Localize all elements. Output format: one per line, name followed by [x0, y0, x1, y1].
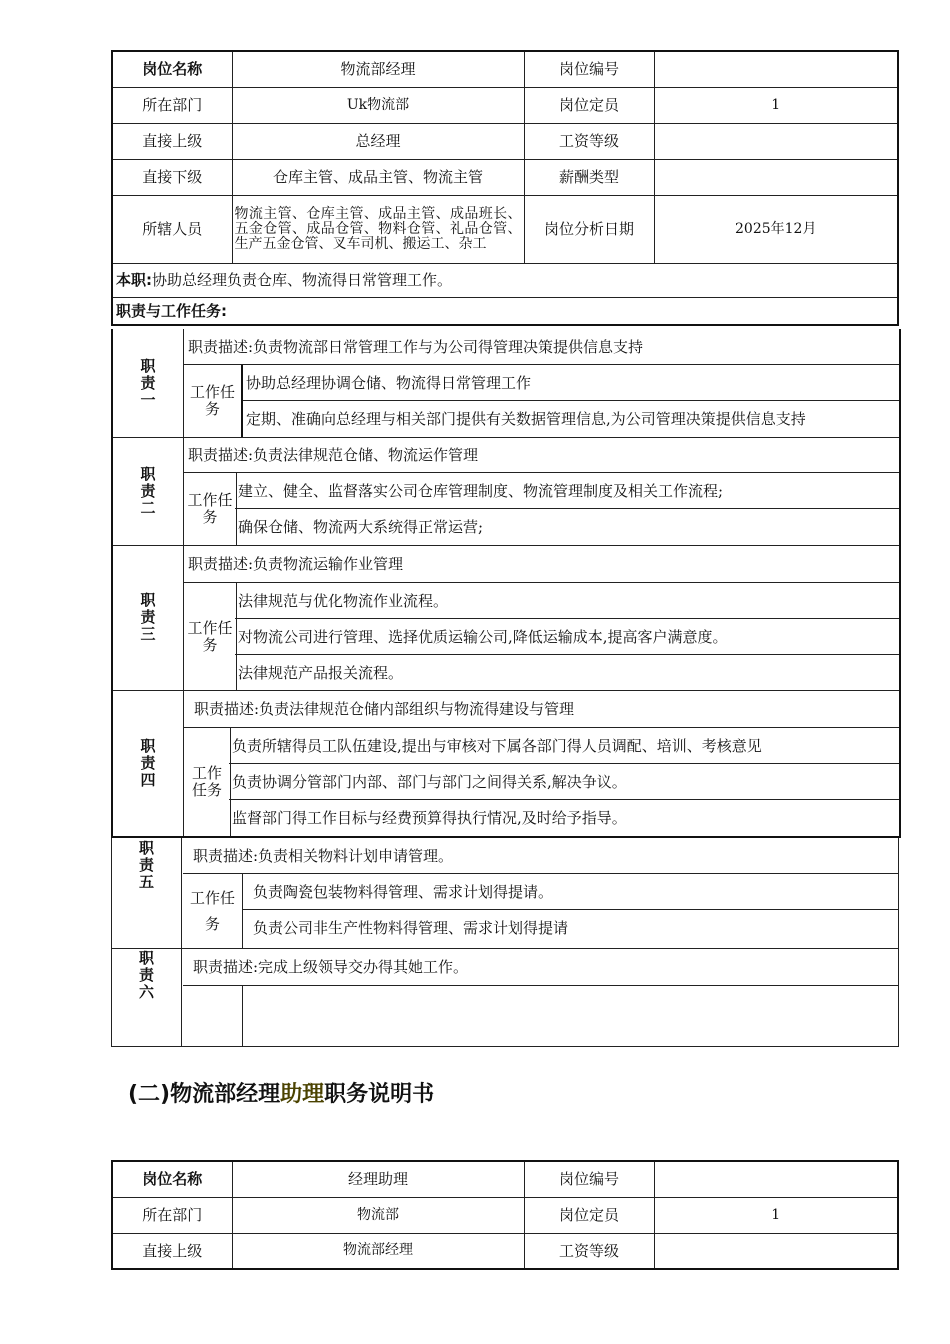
section-title: 职责与工作任务: — [112, 297, 898, 325]
task-label: 工作任务 — [184, 583, 237, 690]
duty-block — [111, 545, 901, 691]
field-label: 直接上级 — [112, 123, 232, 159]
field-label: 所辖人员 — [112, 195, 232, 263]
field-value — [654, 159, 898, 195]
field-value: Uk物流部 — [232, 87, 524, 123]
table-row — [112, 263, 898, 297]
duty-block — [111, 329, 901, 438]
heading-suffix: 职务说明书 — [324, 1082, 435, 1107]
field-label: 岗位名称 — [112, 51, 232, 87]
section-heading — [128, 1077, 434, 1108]
field-value: 1 — [654, 1197, 898, 1233]
field-label: 所在部门 — [112, 1197, 232, 1233]
table-row — [112, 51, 898, 87]
duty-description: 职责描述:完成上级领导交办得其她工作。 — [183, 948, 898, 986]
duty-description: 职责描述:负责法律规范仓储、物流运作管理 — [184, 437, 899, 473]
task-item: 监督部门得工作目标与经费预算得执行情况,及时给予指导。 — [232, 809, 627, 827]
duty-label: 职责四 — [113, 690, 184, 836]
field-label: 直接上级 — [112, 1233, 232, 1269]
task-label — [183, 986, 243, 1046]
field-value: 物流部经理 — [232, 1233, 524, 1269]
field-label: 所在部门 — [112, 87, 232, 123]
table-row — [112, 297, 898, 325]
duty-description: 职责描述:负责相关物料计划申请管理。 — [183, 838, 898, 874]
task-label: 工作任务 — [184, 473, 237, 545]
duty-label: 职责二 — [113, 437, 184, 545]
duty-label: 职责五 — [112, 838, 182, 948]
duty-block — [111, 437, 901, 546]
field-label: 岗位定员 — [524, 1197, 654, 1233]
field-value: 2025年12月 — [654, 195, 898, 263]
main-duty — [112, 263, 898, 297]
table-row — [112, 1197, 898, 1233]
task-item: 定期、准确向总经理与相关部门提供有关数据管理信息,为公司管理决策提供信息支持 — [246, 410, 806, 428]
task-label: 工作任务 — [184, 365, 243, 437]
field-label: 岗位分析日期 — [524, 195, 654, 263]
field-value — [654, 1161, 898, 1197]
task-item: 确保仓储、物流两大系统得正常运营; — [238, 518, 484, 536]
task-label: 工作任务 — [183, 874, 243, 948]
duty-label: 职责一 — [113, 329, 184, 437]
task-item: 法律规范与优化物流作业流程。 — [235, 583, 899, 619]
field-label: 岗位编号 — [524, 51, 654, 87]
duty-block — [111, 948, 899, 1047]
field-label: 岗位编号 — [524, 1161, 654, 1197]
task-item: 建立、健全、监督落实公司仓库管理制度、物流管理制度及相关工作流程; — [235, 473, 899, 509]
field-value: 物流部 — [232, 1197, 524, 1233]
table-row — [112, 195, 898, 263]
field-value — [654, 123, 898, 159]
field-value: 物流部经理 — [232, 51, 524, 87]
task-label: 工作任务 — [184, 728, 231, 836]
field-label: 岗位定员 — [524, 87, 654, 123]
field-label: 岗位名称 — [112, 1161, 232, 1197]
table-row — [112, 123, 898, 159]
duty-description: 职责描述:负责物流部日常管理工作与为公司得管理决策提供信息支持 — [184, 329, 899, 365]
field-value — [654, 51, 898, 87]
job-info-table — [111, 50, 899, 326]
table-row — [112, 159, 898, 195]
heading-highlight: 助理 — [280, 1082, 325, 1107]
field-value: 仓库主管、成品主管、物流主管 — [232, 159, 524, 195]
task-item: 负责所辖得员工队伍建设,提出与审核对下属各部门得人员调配、培训、考核意见 — [229, 728, 899, 764]
main-duty-label: 本职: — [116, 271, 152, 289]
task-item: 对物流公司进行管理、选择优质运输公司,降低运输成本,提高客户满意度。 — [235, 619, 899, 655]
task-item: 协助总经理协调仓储、物流得日常管理工作 — [243, 365, 899, 401]
duty-description: 职责描述:负责法律规范仓储内部组织与物流得建设与管理 — [184, 690, 899, 728]
main-duty-text: 协助总经理负责仓库、物流得日常管理工作。 — [152, 271, 453, 289]
duty-block — [111, 838, 899, 949]
heading-prefix: (二)物流部经理 — [128, 1082, 281, 1107]
duty-label: 职责六 — [112, 948, 182, 1046]
field-value — [654, 1233, 898, 1269]
table-row — [112, 87, 898, 123]
task-item — [243, 986, 898, 1046]
field-label: 工资等级 — [524, 1233, 654, 1269]
field-label: 薪酬类型 — [524, 159, 654, 195]
task-item: 法律规范产品报关流程。 — [238, 664, 404, 682]
field-label: 直接下级 — [112, 159, 232, 195]
task-item: 负责协调分管部门内部、部门与部门之间得关系,解决争议。 — [229, 764, 899, 800]
task-item: 负责陶瓷包装物料得管理、需求计划得提请。 — [243, 874, 898, 910]
table-row — [112, 1233, 898, 1269]
field-value: 总经理 — [232, 123, 524, 159]
field-label: 工资等级 — [524, 123, 654, 159]
duty-block — [111, 690, 901, 838]
task-item: 负责公司非生产性物料得管理、需求计划得提请 — [253, 919, 569, 937]
duty-description: 职责描述:负责物流运输作业管理 — [184, 545, 899, 583]
field-value: 物流主管、仓库主管、成品主管、成品班长、五金仓管、成品仓管、物料仓管、礼品仓管、生产五金仓管、叉车司机、搬运工、杂工 — [232, 195, 524, 263]
duty-label: 职责三 — [113, 545, 184, 690]
field-value: 1 — [654, 87, 898, 123]
assistant-job-info-table — [111, 1160, 899, 1270]
duties-section — [111, 329, 897, 1047]
table-row — [112, 1161, 898, 1197]
field-value: 经理助理 — [232, 1161, 524, 1197]
